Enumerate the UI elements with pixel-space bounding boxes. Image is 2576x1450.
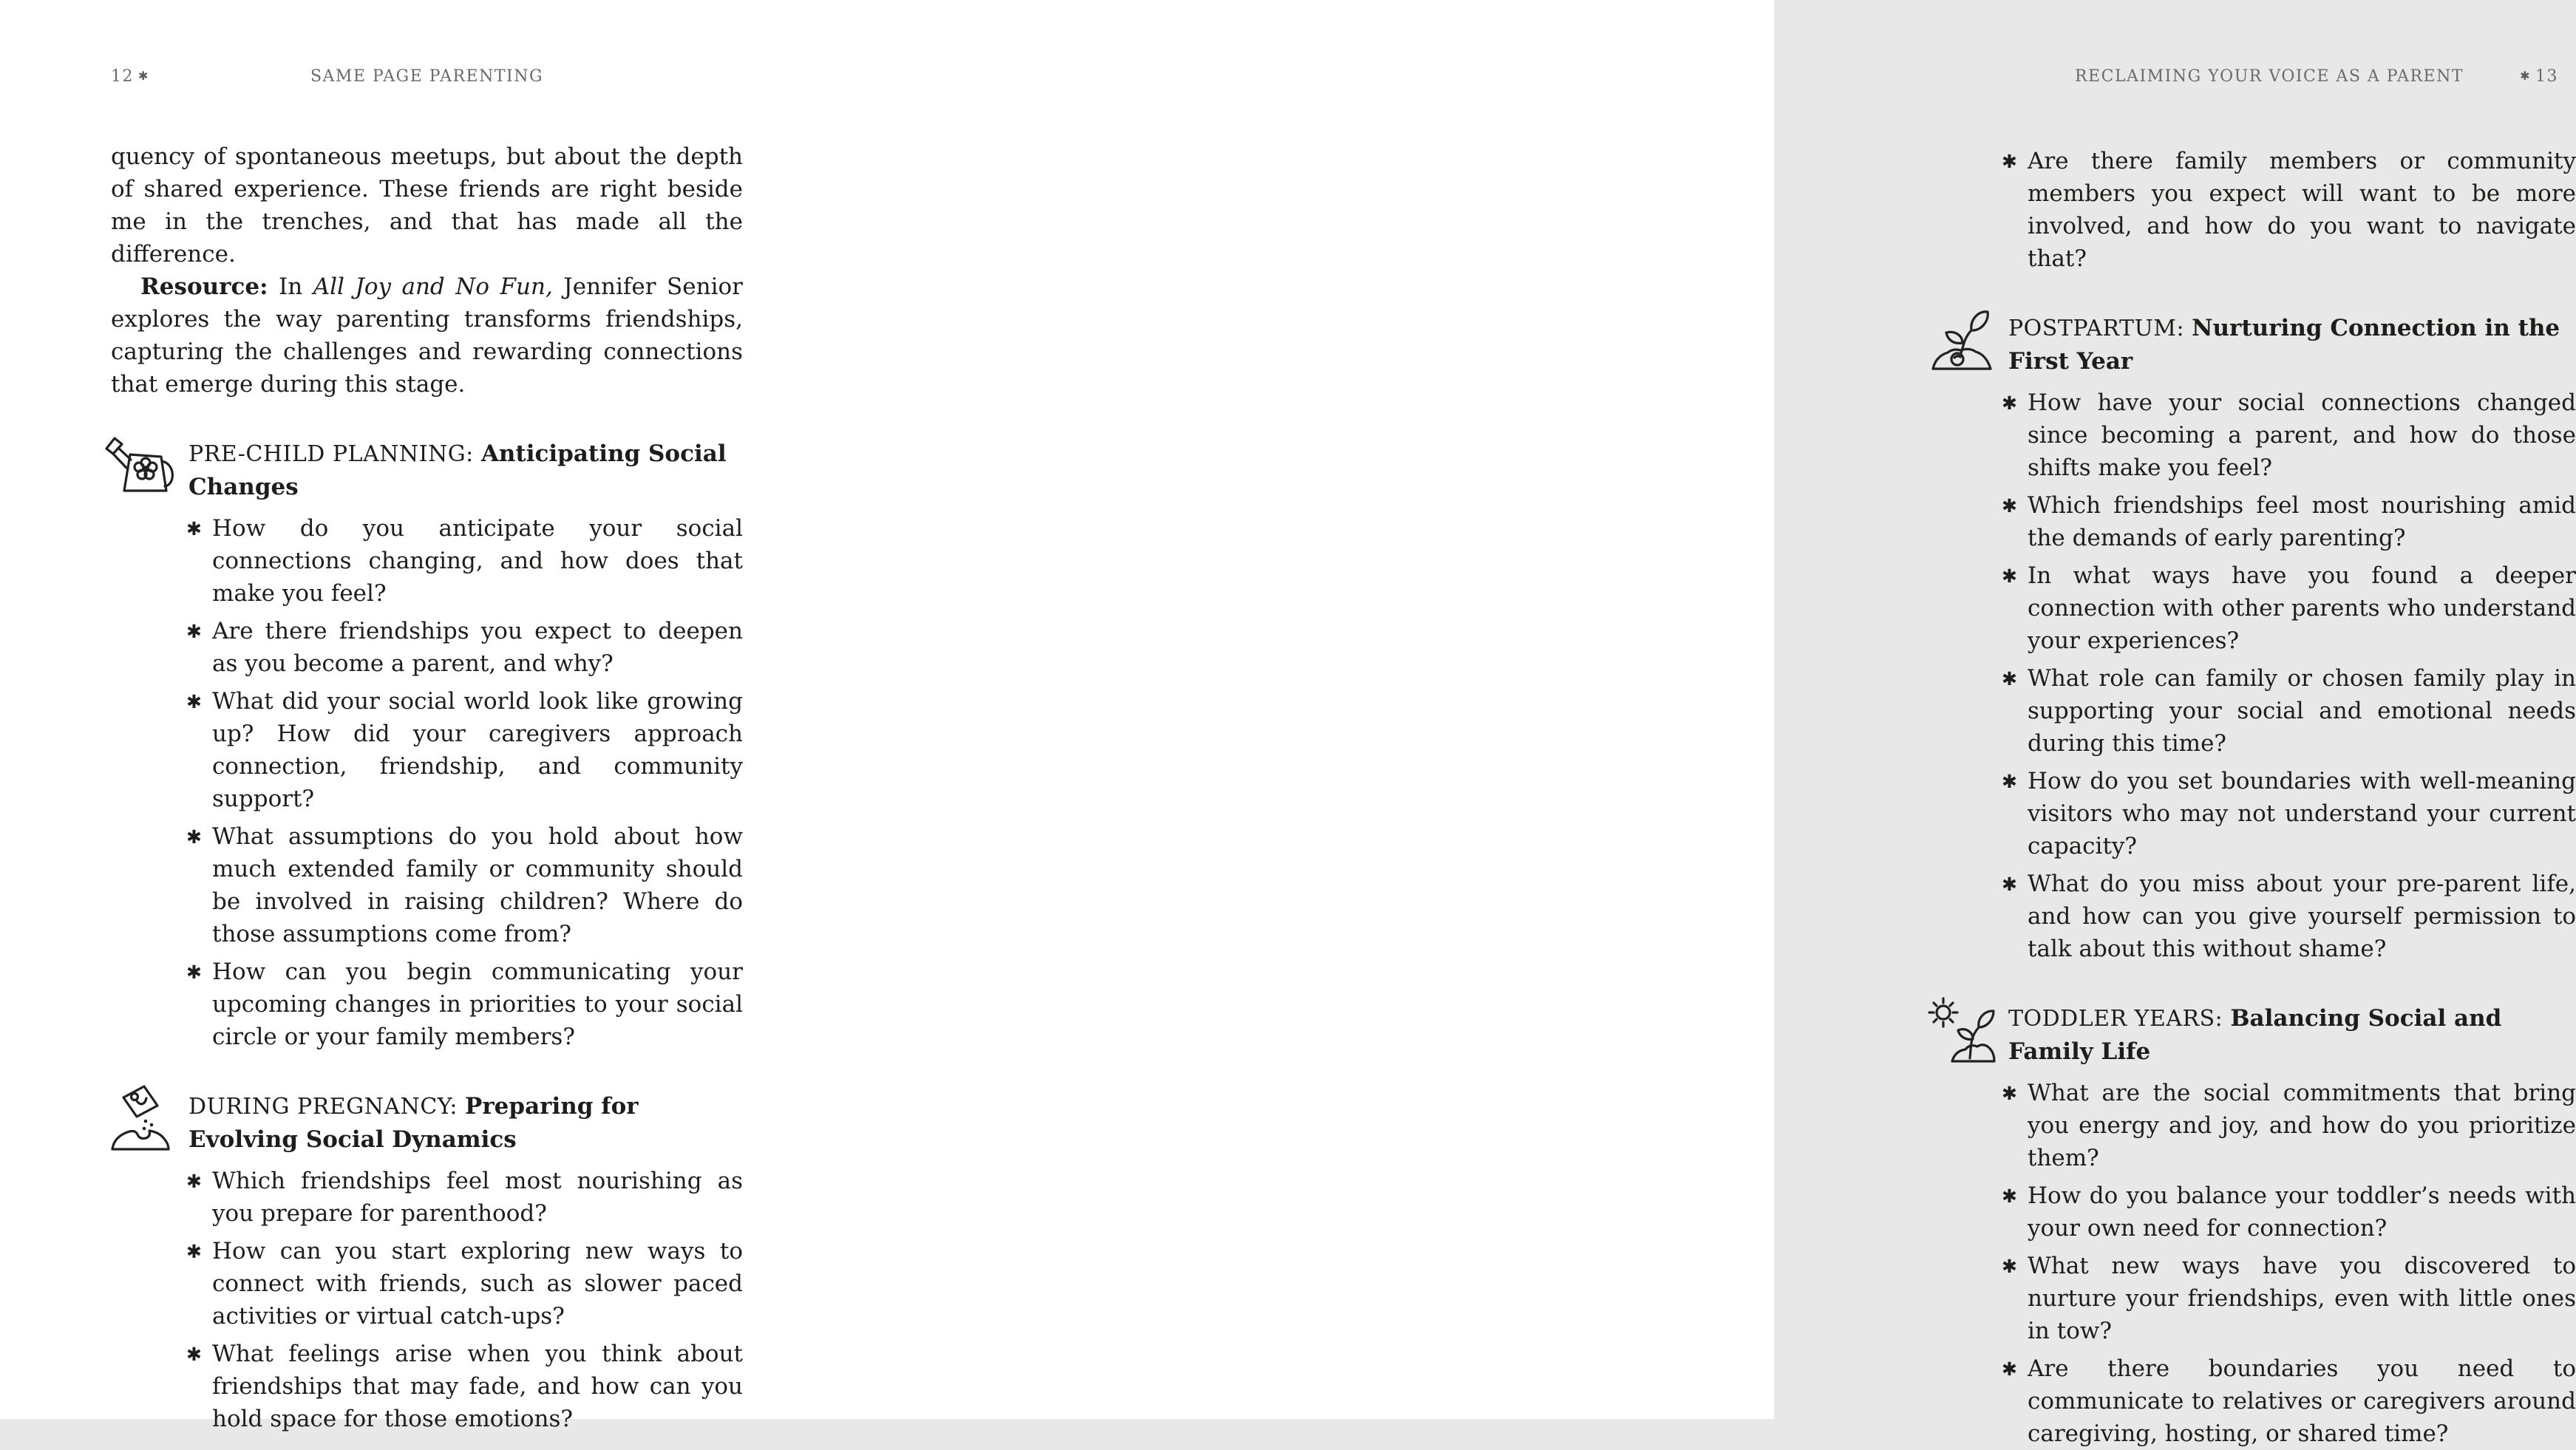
bullet-item — [111, 1338, 743, 1435]
bullet-text: What are the social commitments that bring you energy and joy, and how do you prioritize them? — [2028, 1080, 2576, 1171]
bullet-text: What do you miss about your pre-parent life, and how can you give yourself permission to talk about this without shame? — [2028, 871, 2576, 962]
page-13 — [887, 0, 2576, 1447]
section-title: Anticipating Social Changes — [188, 440, 727, 500]
bullet-item — [111, 615, 743, 680]
bullet-list — [1962, 145, 2576, 275]
bullet-star-icon: ✱ — [2002, 1256, 2017, 1277]
bullet-star-icon: ✱ — [2002, 565, 2017, 587]
page-number-text: 12 — [111, 67, 134, 86]
intro-paragraphs — [111, 140, 743, 401]
bullet-text: Are there family members or community members you expect will want to be more involved, and how do you want to navigate that? — [2028, 148, 2576, 272]
bullet-item — [1962, 1250, 2576, 1347]
bullet-list — [111, 1165, 743, 1435]
left-column — [111, 140, 743, 1435]
bullet-item — [1962, 662, 2576, 760]
running-title-right: RECLAIMING YOUR VOICE AS A PARENT — [2074, 67, 2464, 86]
running-title-left: SAME PAGE PARENTING — [310, 67, 544, 86]
bullet-item — [111, 685, 743, 815]
bullet-text: How do you balance your toddler’s needs with your own need for connection? — [2028, 1182, 2576, 1242]
bullet-star-icon: ✱ — [2002, 668, 2017, 690]
paragraph — [111, 140, 743, 270]
bullet-list — [1962, 387, 2576, 965]
bullet-star-icon: ✱ — [186, 1171, 202, 1192]
bullet-text: Which friendships feel most nourishing as you prepare for parenthood? — [212, 1168, 743, 1227]
right-column — [1962, 140, 2576, 1450]
running-header-left — [111, 65, 743, 89]
paragraph-text: quency of spontaneous meetups, but about the depth of shared experience. These friends are right beside me in the trenches, and that has made all the difference. — [111, 143, 743, 268]
bullet-text: Are there friendships you expect to deepen as you become a parent, and why? — [212, 618, 743, 677]
bullet-star-icon: ✱ — [186, 1344, 202, 1365]
bullet-star-icon: ✱ — [2002, 874, 2017, 895]
bullet-list — [1962, 1077, 2576, 1450]
bullet-star-icon: ✱ — [186, 826, 202, 848]
section-heading — [111, 1090, 743, 1156]
bullet-text: Which friendships feel most nourishing amid the demands of early parenting? — [2028, 492, 2576, 551]
bullet-item — [1962, 489, 2576, 554]
seed-packet-icon — [103, 1084, 177, 1158]
bullet-text: What did your social world look like growing up? How did your caregivers approach connection, friendship, and community support? — [212, 688, 743, 812]
bullet-item — [1962, 1077, 2576, 1174]
section-toddler-years — [1962, 1002, 2576, 1450]
paragraph-text: In — [268, 273, 313, 300]
bullet-star-icon: ✱ — [2002, 771, 2017, 792]
bullet-item — [1962, 1180, 2576, 1245]
bullet-text: Are there boundaries you need to communicate to relatives or caregivers around caregiving, hosting, or shared time? — [2028, 1355, 2576, 1447]
section-label: DURING PREGNANCY: — [188, 1094, 466, 1120]
section-postpartum — [1962, 312, 2576, 965]
bullet-list — [111, 512, 743, 1053]
bullet-star-icon: ✱ — [2002, 1358, 2017, 1380]
bullet-item — [1962, 765, 2576, 862]
bullet-text: In what ways have you found a deeper connection with other parents who understand your experiences? — [2028, 562, 2576, 654]
page-number-right — [2515, 65, 2558, 89]
paragraph-text: Resource: — [140, 273, 268, 300]
bullet-text: How have your social connections changed since becoming a parent, and how do those shifts make you feel? — [2028, 389, 2576, 481]
bullet-star-icon: ✱ — [186, 1241, 202, 1262]
continuation-bullets — [1962, 145, 2576, 275]
bullet-text: How do you anticipate your social connections changing, and how does that make you feel? — [212, 515, 743, 607]
bullet-text: What assumptions do you hold about how much extended family or community should be involved in raising children? Where do those assumptions come from? — [212, 823, 743, 947]
page-12 — [0, 0, 887, 1432]
watering-can-icon — [103, 432, 177, 506]
bullet-item — [111, 512, 743, 610]
bullet-item — [111, 1235, 743, 1332]
page-number-text: 13 — [2535, 67, 2558, 86]
paragraph — [111, 270, 743, 401]
section-heading — [1962, 1002, 2576, 1068]
left-sections — [111, 438, 743, 1435]
header-star-icon: ✱ — [138, 69, 149, 83]
paragraph-text: All Joy and No Fun, — [313, 273, 553, 300]
bullet-star-icon: ✱ — [2002, 151, 2017, 172]
bullet-item — [111, 820, 743, 950]
section-pre-child-planning — [111, 438, 743, 1053]
bullet-star-icon: ✱ — [2002, 495, 2017, 517]
running-header-right — [1962, 65, 2576, 89]
bullet-star-icon: ✱ — [2002, 1083, 2017, 1104]
bullet-star-icon: ✱ — [2002, 1185, 2017, 1207]
bullet-text: What feelings arise when you think about friendships that may fade, and how can you hold space for those emotions? — [212, 1341, 743, 1432]
bullet-star-icon: ✱ — [2002, 392, 2017, 414]
bullet-text: How can you begin communicating your upcoming changes in priorities to your social circle or your family members? — [212, 959, 743, 1050]
section-label: POSTPARTUM: — [2008, 316, 2192, 341]
bullet-item — [111, 956, 743, 1053]
bullet-item — [1962, 387, 2576, 484]
sun-plant-icon — [1926, 996, 1999, 1070]
bullet-text: How can you start exploring new ways to connect with friends, such as slower paced activities or virtual catch-ups? — [212, 1238, 743, 1330]
bullet-item — [1962, 145, 2576, 275]
header-star-icon: ✱ — [2520, 69, 2531, 83]
bullet-item — [1962, 868, 2576, 965]
section-label: PRE-CHILD PLANNING: — [188, 441, 481, 467]
bullet-item — [111, 1165, 743, 1230]
bullet-item — [1962, 1352, 2576, 1450]
bullet-text: What role can family or chosen family play in supporting your social and emotional needs during this time? — [2028, 665, 2576, 757]
section-title: Nurturing Connection in the First Year — [2008, 315, 2560, 375]
bullet-star-icon: ✱ — [186, 621, 202, 642]
bullet-star-icon: ✱ — [186, 518, 202, 540]
paragraph-text: Jennifer Senior explores the way parenting transforms friendships, capturing the challenges and rewarding connections that emerge during this stage. — [111, 273, 743, 398]
bullet-star-icon: ✱ — [186, 961, 202, 983]
bullet-item — [1962, 559, 2576, 657]
section-label: TODDLER YEARS: — [2008, 1006, 2231, 1032]
section-during-pregnancy — [111, 1090, 743, 1435]
bullet-star-icon: ✱ — [186, 691, 202, 712]
section-title: Preparing for Evolving Social Dynamics — [188, 1093, 639, 1153]
seedling-icon — [1926, 306, 1999, 380]
section-heading — [1962, 312, 2576, 378]
section-title: Balancing Social and Family Life — [2008, 1005, 2502, 1065]
section-heading — [111, 438, 743, 503]
bullet-text: How do you set boundaries with well-meaning visitors who may not understand your current capacity? — [2028, 768, 2576, 860]
bullet-text: What new ways have you discovered to nurture your friendships, even with little ones in tow? — [2028, 1253, 2576, 1344]
right-sections — [1962, 312, 2576, 1450]
